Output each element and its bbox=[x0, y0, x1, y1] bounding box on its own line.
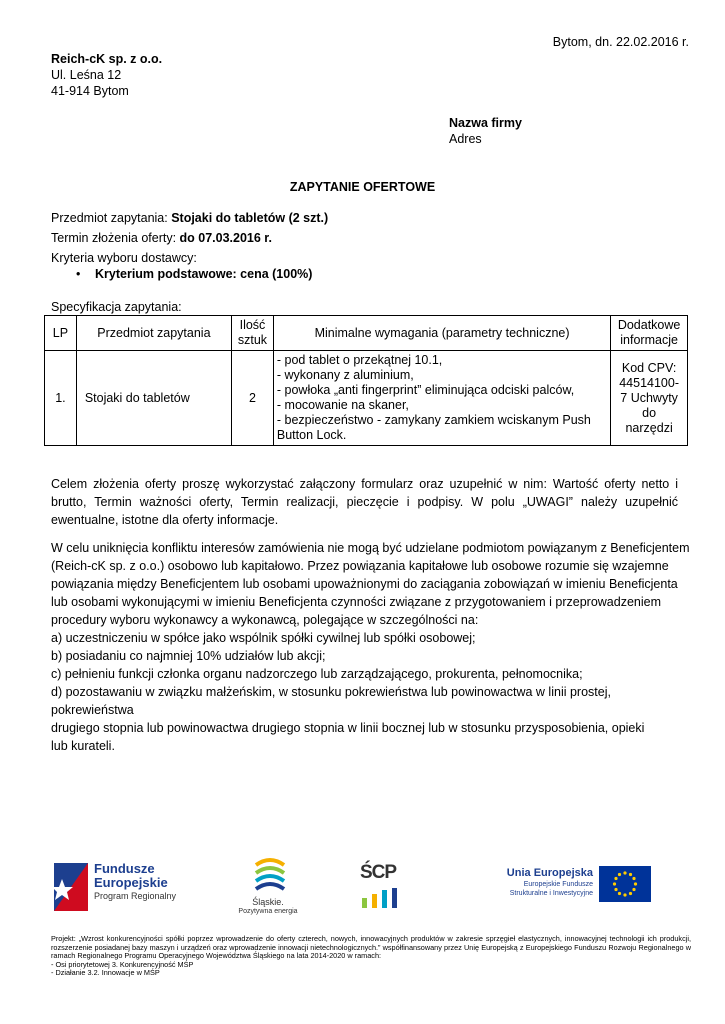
scp-logo bbox=[360, 862, 410, 912]
conflict-line: lub kurateli. bbox=[51, 739, 115, 753]
deadline-line bbox=[51, 231, 272, 245]
conflict-line: (Reich-cK sp. z o.o.) osobowo lub kapitałowo. Przez powiązania kapitałowe lub osobowe rozumie się wzajemne bbox=[51, 559, 669, 573]
requirement-line: - pod tablet o przekątnej 10.1, bbox=[276, 353, 443, 367]
fe-line3: Program Regionalny bbox=[94, 891, 177, 901]
place-date: Bytom, dn. 22.02.2016 r. bbox=[552, 35, 689, 49]
criteria-label: Kryteria wyboru dostawcy: bbox=[51, 251, 197, 265]
conflict-line: W celu uniknięcia konfliktu interesów zamówienia nie mogą być udzielane podmiotom powiązanym z Beneficjentem bbox=[51, 541, 690, 555]
deadline-label: Termin złożenia oferty: bbox=[51, 231, 180, 245]
sender-city: 41-914 Bytom bbox=[51, 84, 129, 98]
spec-label: Specyfikacja zapytania: bbox=[51, 300, 182, 314]
document-title: ZAPYTANIE OFERTOWE bbox=[289, 180, 436, 194]
header-requirements: Minimalne wymagania (parametry techniczne) bbox=[273, 316, 610, 351]
sender-name: Reich-cK sp. z o.o. bbox=[51, 52, 163, 66]
eu-flag-icon bbox=[599, 866, 651, 902]
fundusze-europejskie-logo bbox=[52, 857, 202, 917]
footer-note bbox=[51, 935, 691, 978]
unia-europejska-logo bbox=[493, 866, 653, 906]
criteria-bullet: • bbox=[76, 267, 81, 281]
footer-line: Projekt: „Wzrost konkurencyjności spółki poprzez wprowadzenie do oferty czterech, nowych, innowacyjnych produktów w zakresie sprzęgieł elastycznych, innowacyjnej technologii ich produkcji, rozszerzenie posiadanej bazy maszyn i urządzeń oraz wprowadzenie innowacji nietechnologicznych.” współfinansowany przez Unię Europejską z Europejskiego Funduszu Rozwoju Regionalnego w ramach Regionalnego Programu Operacyjnego Województwa Śląskiego na lata 2014-2020 w ramach: bbox=[51, 934, 691, 961]
recipient-block bbox=[449, 115, 522, 147]
header-lp: LP bbox=[45, 316, 77, 351]
table-header-row bbox=[45, 316, 688, 351]
recipient-address: Adres bbox=[449, 132, 482, 146]
header-item: Przedmiot zapytania bbox=[76, 316, 231, 351]
subject-line bbox=[51, 211, 328, 225]
requirement-line: - bezpieczeństwo - zamykany zamkiem wciskanym Push Button Lock. bbox=[276, 413, 591, 442]
fe-flag-icon bbox=[52, 859, 92, 915]
header-qty: Ilość sztuk bbox=[232, 316, 274, 351]
fe-line1: Fundusze bbox=[94, 861, 155, 876]
recipient-name: Nazwa firmy bbox=[449, 116, 522, 130]
ue-line2: Europejskie Fundusze bbox=[523, 881, 593, 888]
slaskie-line2: Pozytywna energia bbox=[238, 908, 298, 915]
conflict-line: c) pełnieniu funkcji członka organu nadzorczego lub zarządzającego, prokurenta, pełnomocnika; bbox=[51, 667, 583, 681]
conflict-line: a) uczestniczeniu w spółce jako wspólnik spółki cywilnej lub spółki osobowej; bbox=[51, 631, 476, 645]
footer-line: - Osi priorytetowej 3. Konkurencyjność MŚP bbox=[51, 959, 194, 969]
fe-line2: Europejskie bbox=[94, 875, 168, 890]
requirement-line: - mocowanie na skaner, bbox=[276, 398, 409, 412]
scp-bars-icon bbox=[360, 888, 408, 910]
spec-table bbox=[44, 315, 688, 446]
paragraph-instructions bbox=[51, 475, 678, 529]
slaskie-line1: Śląskie. bbox=[252, 897, 284, 907]
slaskie-swirl-icon bbox=[250, 855, 290, 895]
conflict-line: b) posiadaniu co najmniej 10% udziałów lub akcji; bbox=[51, 649, 326, 663]
cell-requirements bbox=[273, 351, 610, 446]
cell-item: Stojaki do tabletów bbox=[76, 351, 231, 446]
paragraph-instructions-text: Celem złożenia oferty proszę wykorzystać załączony formularz oraz uzupełnić w nim: Wartość oferty netto i brutto, Termin ważności oferty, Termin realizacji, pieczęcie i podpisy. W polu „UWAGI” należy uzupełnić ewentualne, istotne dla oferty informacje. bbox=[51, 477, 678, 527]
cell-lp: 1. bbox=[45, 351, 77, 446]
subject-value: Stojaki do tabletów (2 szt.) bbox=[171, 211, 329, 225]
conflict-line: drugiego stopnia lub powinowactwa drugiego stopnia w linii bocznej lub w stosunku przysposobienia, opieki bbox=[51, 721, 645, 735]
conflict-line: powiązania między Beneficjentem lub osobami upoważnionymi do zaciągania zobowiązań w imieniu Beneficjenta bbox=[51, 577, 678, 591]
footer-line: - Działanie 3.2. Innowacje w MŚP bbox=[51, 968, 160, 978]
cell-qty: 2 bbox=[232, 351, 274, 446]
header-info: Dodatkowe informacje bbox=[611, 316, 688, 351]
slaskie-logo bbox=[228, 855, 308, 920]
table-row bbox=[45, 351, 688, 446]
conflict-line: d) pozostawaniu w związku małżeńskim, w stosunku pokrewieństwa lub powinowactwa w linii prostej, pokrewieństwa bbox=[51, 685, 611, 717]
cell-info: Kod CPV: 44514100-7 Uchwyty do narzędzi bbox=[611, 351, 688, 446]
requirement-line: - wykonany z aluminium, bbox=[276, 368, 414, 382]
deadline-value: do 07.03.2016 r. bbox=[179, 231, 272, 245]
subject-label: Przedmiot zapytania: bbox=[51, 211, 172, 225]
requirement-line: - powłoka „anti fingerprint” eliminująca odciski palców, bbox=[276, 383, 575, 397]
scp-text: ŚCP bbox=[360, 862, 397, 883]
conflict-line: lub osobami wykonującymi w imieniu Beneficjenta czynności związane z przygotowaniem i przeprowadzeniem bbox=[51, 595, 662, 609]
conflict-line: procedury wyboru wykonawcy a wykonawcą, polegające w szczególności na: bbox=[51, 613, 479, 627]
ue-line1: Unia Europejska bbox=[506, 867, 593, 879]
sender-block bbox=[51, 51, 162, 99]
paragraph-conflict bbox=[51, 539, 691, 755]
sender-street: Ul. Leśna 12 bbox=[51, 68, 122, 82]
ue-line3: Strukturalne i Inwestycyjne bbox=[509, 890, 593, 897]
criteria-item: Kryterium podstawowe: cena (100%) bbox=[95, 267, 313, 281]
